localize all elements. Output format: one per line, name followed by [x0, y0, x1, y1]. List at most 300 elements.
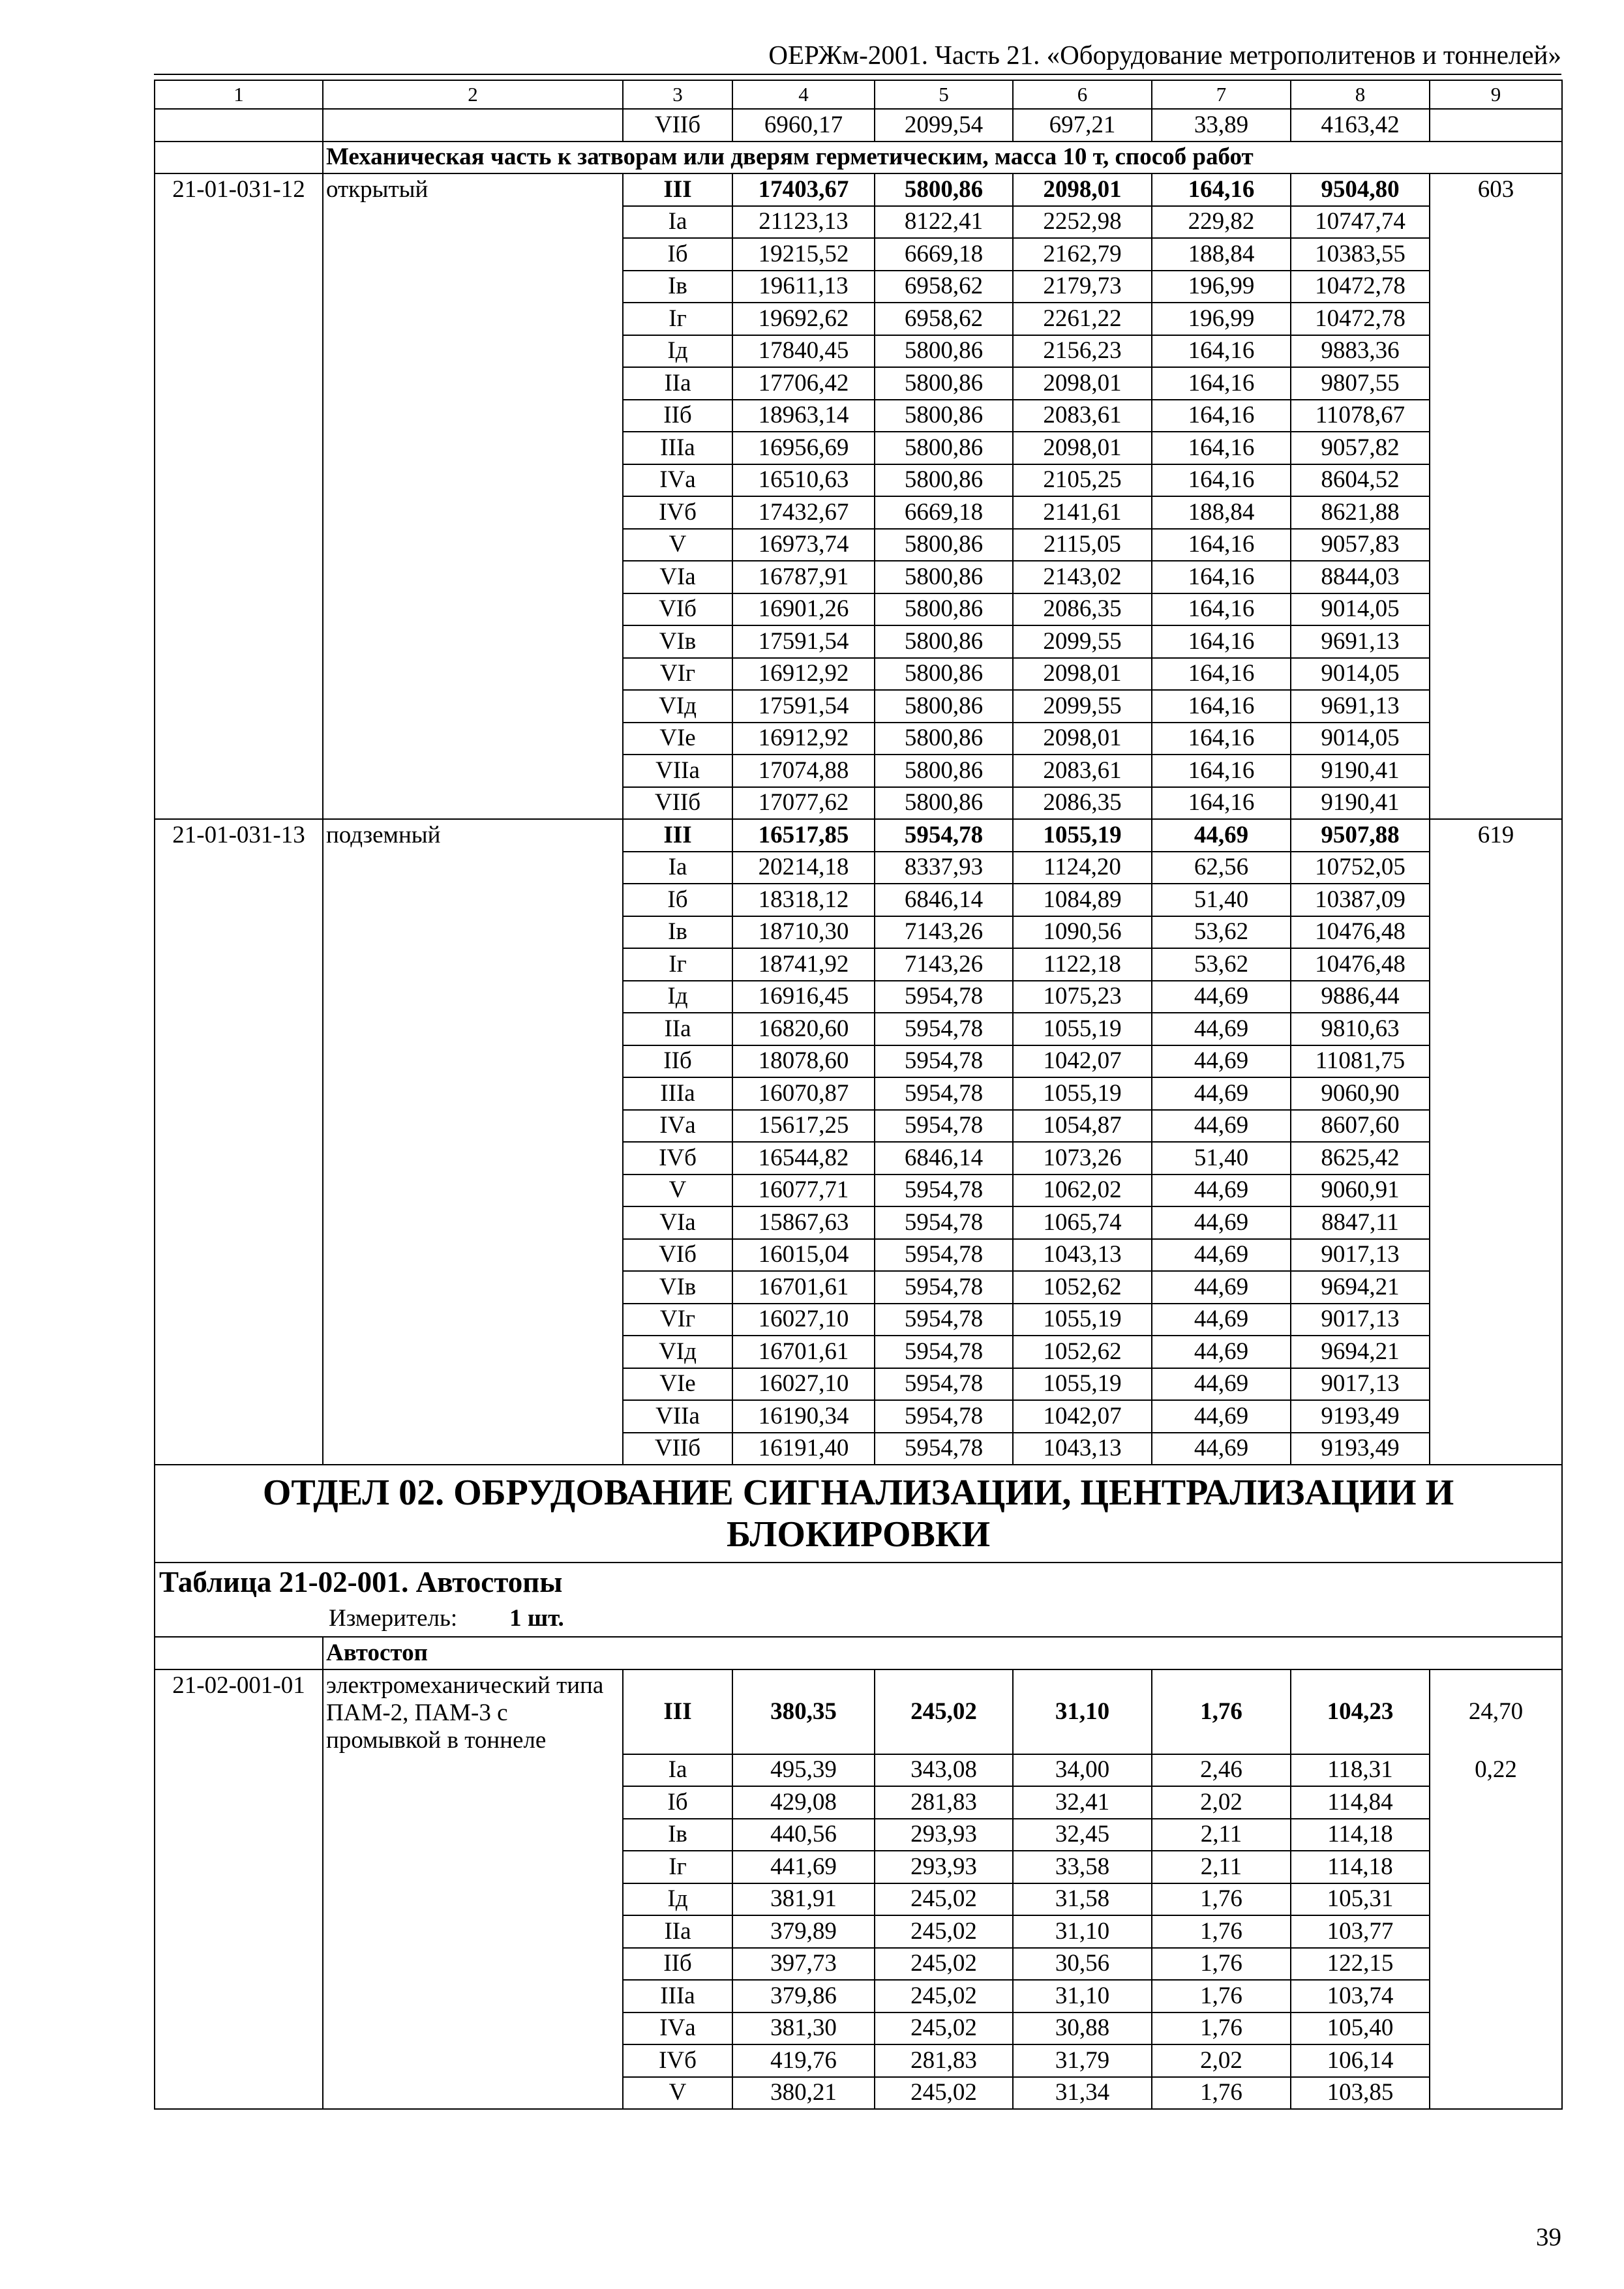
value-cell: 44,69: [1152, 1206, 1291, 1239]
value-cell: 18078,60: [732, 1045, 875, 1078]
value-cell: 164,16: [1152, 173, 1291, 206]
code-cell: [155, 1110, 323, 1143]
page-number: 39: [1536, 2223, 1561, 2251]
zone-cell: IIб: [623, 400, 732, 432]
table-row: [155, 2077, 1562, 2110]
description-cell: [323, 1045, 623, 1078]
value-cell: 11081,75: [1291, 1045, 1430, 1078]
value-cell: 10387,09: [1291, 884, 1430, 916]
value-cell: 1055,19: [1013, 1013, 1152, 1045]
code-cell: [155, 755, 323, 787]
description-cell: [323, 432, 623, 464]
table-row: [155, 1669, 1562, 1754]
table-row: [155, 561, 1562, 593]
extra-cell: [1430, 335, 1562, 368]
value-cell: 8844,03: [1291, 561, 1430, 593]
extra-cell: 603: [1430, 173, 1562, 206]
value-cell: 8847,11: [1291, 1206, 1430, 1239]
table-row: [155, 981, 1562, 1013]
table-row: [155, 1948, 1562, 1981]
code-cell: [155, 1174, 323, 1207]
code-cell: [155, 1142, 323, 1174]
section-heading-row: [155, 142, 1562, 174]
table-row: [155, 884, 1562, 916]
value-cell: 2098,01: [1013, 723, 1152, 755]
description-cell: [323, 593, 623, 626]
code-cell: [155, 723, 323, 755]
value-cell: 1055,19: [1013, 1368, 1152, 1401]
value-cell: 1084,89: [1013, 884, 1152, 916]
value-cell: 9691,13: [1291, 625, 1430, 658]
table-row: [155, 1206, 1562, 1239]
value-cell: 5800,86: [875, 593, 1013, 626]
measure-label: Измеритель:: [329, 1604, 458, 1632]
value-cell: 9057,82: [1291, 432, 1430, 464]
value-cell: 164,16: [1152, 529, 1291, 561]
zone-cell: Iв: [623, 916, 732, 949]
description-cell: [323, 2077, 623, 2110]
table-row: [155, 1400, 1562, 1433]
code-cell: [155, 1851, 323, 1883]
extra-cell: [1430, 1915, 1562, 1948]
value-cell: 18741,92: [732, 948, 875, 981]
value-cell: 1052,62: [1013, 1336, 1152, 1368]
rates-table: [154, 80, 1563, 2110]
zone-cell: V: [623, 2077, 732, 2110]
table-row: [155, 1239, 1562, 1272]
value-cell: 53,62: [1152, 948, 1291, 981]
zone-cell: Iа: [623, 1754, 732, 1787]
value-cell: 16070,87: [732, 1077, 875, 1110]
value-cell: 1062,02: [1013, 1174, 1152, 1207]
value-cell: 2141,61: [1013, 496, 1152, 529]
value-cell: 245,02: [875, 1669, 1013, 1754]
description-cell: [323, 1110, 623, 1143]
description-cell: подземный: [323, 819, 623, 852]
description-cell: [323, 496, 623, 529]
code-cell: [155, 1304, 323, 1336]
value-cell: 10752,05: [1291, 852, 1430, 884]
description-cell: [323, 400, 623, 432]
value-cell: 62,56: [1152, 852, 1291, 884]
value-cell: 397,73: [732, 1948, 875, 1981]
extra-cell: 619: [1430, 819, 1562, 852]
value-cell: 9057,83: [1291, 529, 1430, 561]
value-cell: 5954,78: [875, 1077, 1013, 1110]
value-cell: 44,69: [1152, 1433, 1291, 1465]
value-cell: 440,56: [732, 1819, 875, 1851]
zone-cell: IIа: [623, 367, 732, 400]
code-cell: [155, 1915, 323, 1948]
table-row: [155, 819, 1562, 852]
value-cell: 1043,13: [1013, 1433, 1152, 1465]
value-cell: 16820,60: [732, 1013, 875, 1045]
extra-cell: [1430, 271, 1562, 303]
value-cell: 5800,86: [875, 625, 1013, 658]
value-cell: 1054,87: [1013, 1110, 1152, 1143]
code-cell: [155, 238, 323, 271]
column-number: 5: [875, 80, 1013, 109]
value-cell: 8621,88: [1291, 496, 1430, 529]
value-cell: 9691,13: [1291, 690, 1430, 723]
zone-cell: Iб: [623, 238, 732, 271]
code-cell: [155, 142, 323, 174]
table-row: [155, 1174, 1562, 1207]
code-cell: [155, 1206, 323, 1239]
value-cell: 44,69: [1152, 1013, 1291, 1045]
header-divider: [154, 74, 1561, 75]
extra-cell: [1430, 303, 1562, 335]
table-row: [155, 335, 1562, 368]
value-cell: 2099,55: [1013, 625, 1152, 658]
value-cell: 1,76: [1152, 1669, 1291, 1754]
value-cell: 5800,86: [875, 561, 1013, 593]
description-cell: [323, 1786, 623, 1819]
value-cell: 164,16: [1152, 367, 1291, 400]
value-cell: 1,76: [1152, 2012, 1291, 2045]
description-cell: [323, 1883, 623, 1916]
value-cell: 7143,26: [875, 948, 1013, 981]
table-row: [155, 2044, 1562, 2077]
zone-cell: VIа: [623, 1206, 732, 1239]
value-cell: 16015,04: [732, 1239, 875, 1272]
value-cell: 44,69: [1152, 819, 1291, 852]
value-cell: 1055,19: [1013, 819, 1152, 852]
table-row: [155, 2012, 1562, 2045]
code-cell: [155, 625, 323, 658]
description-cell: [323, 271, 623, 303]
description-cell: [323, 464, 623, 497]
description-cell: [323, 658, 623, 691]
value-cell: 5954,78: [875, 1239, 1013, 1272]
value-cell: 196,99: [1152, 271, 1291, 303]
value-cell: 5954,78: [875, 981, 1013, 1013]
description-cell: [323, 2044, 623, 2077]
column-number: 9: [1430, 80, 1562, 109]
value-cell: 5954,78: [875, 1174, 1013, 1207]
code-cell: [155, 367, 323, 400]
value-cell: 5954,78: [875, 1045, 1013, 1078]
extra-cell: [1430, 1980, 1562, 2012]
zone-cell: Iг: [623, 948, 732, 981]
value-cell: 2,46: [1152, 1754, 1291, 1787]
code-cell: [155, 1013, 323, 1045]
code-cell: [155, 1336, 323, 1368]
code-cell: [155, 1239, 323, 1272]
value-cell: 164,16: [1152, 658, 1291, 691]
column-number: 7: [1152, 80, 1291, 109]
value-cell: 5800,86: [875, 335, 1013, 368]
value-cell: 5954,78: [875, 1304, 1013, 1336]
table-row: [155, 496, 1562, 529]
value-cell: 380,35: [732, 1669, 875, 1754]
code-cell: [155, 690, 323, 723]
extra-cell: [1430, 1786, 1562, 1819]
description-cell: [323, 1915, 623, 1948]
code-cell: [155, 948, 323, 981]
value-cell: 1,76: [1152, 1948, 1291, 1981]
code-cell: [155, 1271, 323, 1304]
department-heading: ОТДЕЛ 02. ОБРУДОВАНИЕ СИГНАЛИЗАЦИИ, ЦЕНТРАЛИЗАЦИИ И БЛОКИРОВКИ: [155, 1465, 1562, 1563]
code-cell: [155, 1980, 323, 2012]
description-cell: [323, 1336, 623, 1368]
table-row: [155, 1915, 1562, 1948]
value-cell: 2098,01: [1013, 658, 1152, 691]
value-cell: 1052,62: [1013, 1271, 1152, 1304]
value-cell: 188,84: [1152, 238, 1291, 271]
value-cell: 11078,67: [1291, 400, 1430, 432]
value-cell: 1065,74: [1013, 1206, 1152, 1239]
measure-unit: 1 шт.: [509, 1604, 564, 1632]
extra-cell: [1430, 1433, 1562, 1465]
zone-cell: Iв: [623, 271, 732, 303]
description-cell: [323, 690, 623, 723]
table-row: [155, 173, 1562, 206]
extra-cell: [1430, 852, 1562, 884]
value-cell: 44,69: [1152, 1110, 1291, 1143]
value-cell: 44,69: [1152, 1077, 1291, 1110]
zone-cell: Iд: [623, 335, 732, 368]
value-cell: 17403,67: [732, 173, 875, 206]
value-cell: 122,15: [1291, 1948, 1430, 1981]
zone-cell: VIг: [623, 1304, 732, 1336]
code-cell: [155, 1400, 323, 1433]
value-cell: 6846,14: [875, 1142, 1013, 1174]
value-cell: 1055,19: [1013, 1304, 1152, 1336]
value-cell: 9193,49: [1291, 1400, 1430, 1433]
value-cell: 281,83: [875, 1786, 1013, 1819]
description-cell: [323, 1239, 623, 1272]
value-cell: 5800,86: [875, 432, 1013, 464]
value-cell: 1124,20: [1013, 852, 1152, 884]
value-cell: 9190,41: [1291, 755, 1430, 787]
description-cell: [323, 367, 623, 400]
value-cell: 9507,88: [1291, 819, 1430, 852]
zone-cell: IIб: [623, 1948, 732, 1981]
value-cell: 2086,35: [1013, 787, 1152, 820]
value-cell: 2,11: [1152, 1851, 1291, 1883]
value-cell: 2098,01: [1013, 367, 1152, 400]
value-cell: 2252,98: [1013, 206, 1152, 239]
code-cell: [155, 206, 323, 239]
extra-cell: [1430, 1271, 1562, 1304]
value-cell: 16191,40: [732, 1433, 875, 1465]
code-cell: [155, 1819, 323, 1851]
value-cell: 10747,74: [1291, 206, 1430, 239]
description-cell: [323, 1271, 623, 1304]
extra-cell: 0,22: [1430, 1754, 1562, 1787]
code-cell: [155, 1948, 323, 1981]
zone-cell: VIб: [623, 1239, 732, 1272]
code-cell: [155, 464, 323, 497]
value-cell: 1075,23: [1013, 981, 1152, 1013]
value-cell: 9014,05: [1291, 593, 1430, 626]
description-cell: [323, 787, 623, 820]
code-cell: [155, 400, 323, 432]
value-cell: 16701,61: [732, 1336, 875, 1368]
table-row: [155, 1142, 1562, 1174]
extra-cell: [1430, 561, 1562, 593]
value-cell: 1,76: [1152, 1915, 1291, 1948]
code-cell: 21-01-031-12: [155, 173, 323, 206]
value-cell: 343,08: [875, 1754, 1013, 1787]
description-cell: [323, 723, 623, 755]
value-cell: 16701,61: [732, 1271, 875, 1304]
value-cell: 51,40: [1152, 1142, 1291, 1174]
code-cell: [155, 1637, 323, 1669]
value-cell: 105,40: [1291, 2012, 1430, 2045]
extra-cell: [1430, 400, 1562, 432]
value-cell: 5954,78: [875, 1336, 1013, 1368]
description-cell: [323, 303, 623, 335]
description-cell: [323, 1013, 623, 1045]
value-cell: 6669,18: [875, 496, 1013, 529]
value-cell: 44,69: [1152, 1239, 1291, 1272]
extra-cell: [1430, 1239, 1562, 1272]
value-cell: 697,21: [1013, 109, 1152, 142]
extra-cell: [1430, 1883, 1562, 1916]
value-cell: 6960,17: [732, 109, 875, 142]
value-cell: 16027,10: [732, 1368, 875, 1401]
value-cell: 1042,07: [1013, 1045, 1152, 1078]
value-cell: 44,69: [1152, 1045, 1291, 1078]
value-cell: 10476,48: [1291, 948, 1430, 981]
table-row: [155, 625, 1562, 658]
code-cell: [155, 529, 323, 561]
description-cell: [323, 1433, 623, 1465]
extra-cell: [1430, 593, 1562, 626]
column-number: 8: [1291, 80, 1430, 109]
table-row: [155, 1013, 1562, 1045]
value-cell: 17840,45: [732, 335, 875, 368]
value-cell: 8625,42: [1291, 1142, 1430, 1174]
code-cell: [155, 1077, 323, 1110]
zone-cell: IVа: [623, 464, 732, 497]
value-cell: 164,16: [1152, 690, 1291, 723]
zone-cell: VIе: [623, 723, 732, 755]
value-cell: 18963,14: [732, 400, 875, 432]
value-cell: 2083,61: [1013, 755, 1152, 787]
value-cell: 9060,91: [1291, 1174, 1430, 1207]
value-cell: 2098,01: [1013, 432, 1152, 464]
value-cell: 281,83: [875, 2044, 1013, 2077]
code-cell: [155, 2012, 323, 2045]
value-cell: 44,69: [1152, 981, 1291, 1013]
value-cell: 5800,86: [875, 658, 1013, 691]
value-cell: 44,69: [1152, 1174, 1291, 1207]
value-cell: 9504,80: [1291, 173, 1430, 206]
code-cell: [155, 1754, 323, 1787]
table-row: [155, 1433, 1562, 1465]
document-header: ОЕРЖм-2001. Часть 21. «Оборудование метрополитенов и тоннелей»: [768, 40, 1561, 70]
extra-cell: [1430, 787, 1562, 820]
extra-cell: [1430, 1336, 1562, 1368]
table-row: [155, 755, 1562, 787]
extra-cell: [1430, 723, 1562, 755]
value-cell: 245,02: [875, 1883, 1013, 1916]
value-cell: 44,69: [1152, 1271, 1291, 1304]
value-cell: 2,02: [1152, 2044, 1291, 2077]
value-cell: 5954,78: [875, 1400, 1013, 1433]
value-cell: 30,56: [1013, 1948, 1152, 1981]
value-cell: 21123,13: [732, 206, 875, 239]
code-cell: [155, 496, 323, 529]
description-cell: открытый: [323, 173, 623, 206]
table-row: [155, 464, 1562, 497]
value-cell: 10472,78: [1291, 303, 1430, 335]
value-cell: 2099,54: [875, 109, 1013, 142]
value-cell: 44,69: [1152, 1400, 1291, 1433]
code-cell: [155, 271, 323, 303]
value-cell: 2099,55: [1013, 690, 1152, 723]
value-cell: 293,93: [875, 1851, 1013, 1883]
value-cell: 9886,44: [1291, 981, 1430, 1013]
value-cell: 5800,86: [875, 787, 1013, 820]
zone-cell: IIIа: [623, 1077, 732, 1110]
value-cell: 32,45: [1013, 1819, 1152, 1851]
value-cell: 2,02: [1152, 1786, 1291, 1819]
description-cell: [323, 981, 623, 1013]
code-cell: [155, 787, 323, 820]
value-cell: 380,21: [732, 2077, 875, 2110]
extra-cell: [1430, 1142, 1562, 1174]
measurement-cell: [155, 1600, 1562, 1637]
extra-cell: [1430, 1304, 1562, 1336]
value-cell: 5800,86: [875, 464, 1013, 497]
column-number: 4: [732, 80, 875, 109]
table-row: [155, 109, 1562, 142]
value-cell: 9017,13: [1291, 1368, 1430, 1401]
description-cell: [323, 1948, 623, 1981]
value-cell: 164,16: [1152, 561, 1291, 593]
value-cell: 19215,52: [732, 238, 875, 271]
column-number: 3: [623, 80, 732, 109]
zone-cell: III: [623, 173, 732, 206]
value-cell: 19611,13: [732, 271, 875, 303]
value-cell: 118,31: [1291, 1754, 1430, 1787]
code-cell: 21-02-001-01: [155, 1669, 323, 1754]
table-row: [155, 1304, 1562, 1336]
table-row: [155, 1851, 1562, 1883]
value-cell: 441,69: [732, 1851, 875, 1883]
value-cell: 9883,36: [1291, 335, 1430, 368]
zone-cell: IVб: [623, 496, 732, 529]
extra-cell: [1430, 1851, 1562, 1883]
value-cell: 9694,21: [1291, 1271, 1430, 1304]
value-cell: 7143,26: [875, 916, 1013, 949]
value-cell: 31,58: [1013, 1883, 1152, 1916]
value-cell: 19692,62: [732, 303, 875, 335]
value-cell: 4163,42: [1291, 109, 1430, 142]
value-cell: 31,10: [1013, 1980, 1152, 2012]
value-cell: 16916,45: [732, 981, 875, 1013]
value-cell: 5800,86: [875, 690, 1013, 723]
extra-cell: [1430, 1110, 1562, 1143]
description-cell: [323, 1980, 623, 2012]
value-cell: 9193,49: [1291, 1433, 1430, 1465]
table-row: [155, 238, 1562, 271]
value-cell: 379,86: [732, 1980, 875, 2012]
zone-cell: IIб: [623, 1045, 732, 1078]
code-cell: [155, 593, 323, 626]
zone-cell: VIв: [623, 625, 732, 658]
extra-cell: [1430, 2012, 1562, 2045]
description-cell: электромеханический типа ПАМ-2, ПАМ-3 с промывкой в тоннеле: [323, 1669, 623, 1754]
extra-cell: [1430, 884, 1562, 916]
zone-cell: III: [623, 1669, 732, 1754]
value-cell: 2179,73: [1013, 271, 1152, 303]
zone-cell: VIд: [623, 690, 732, 723]
